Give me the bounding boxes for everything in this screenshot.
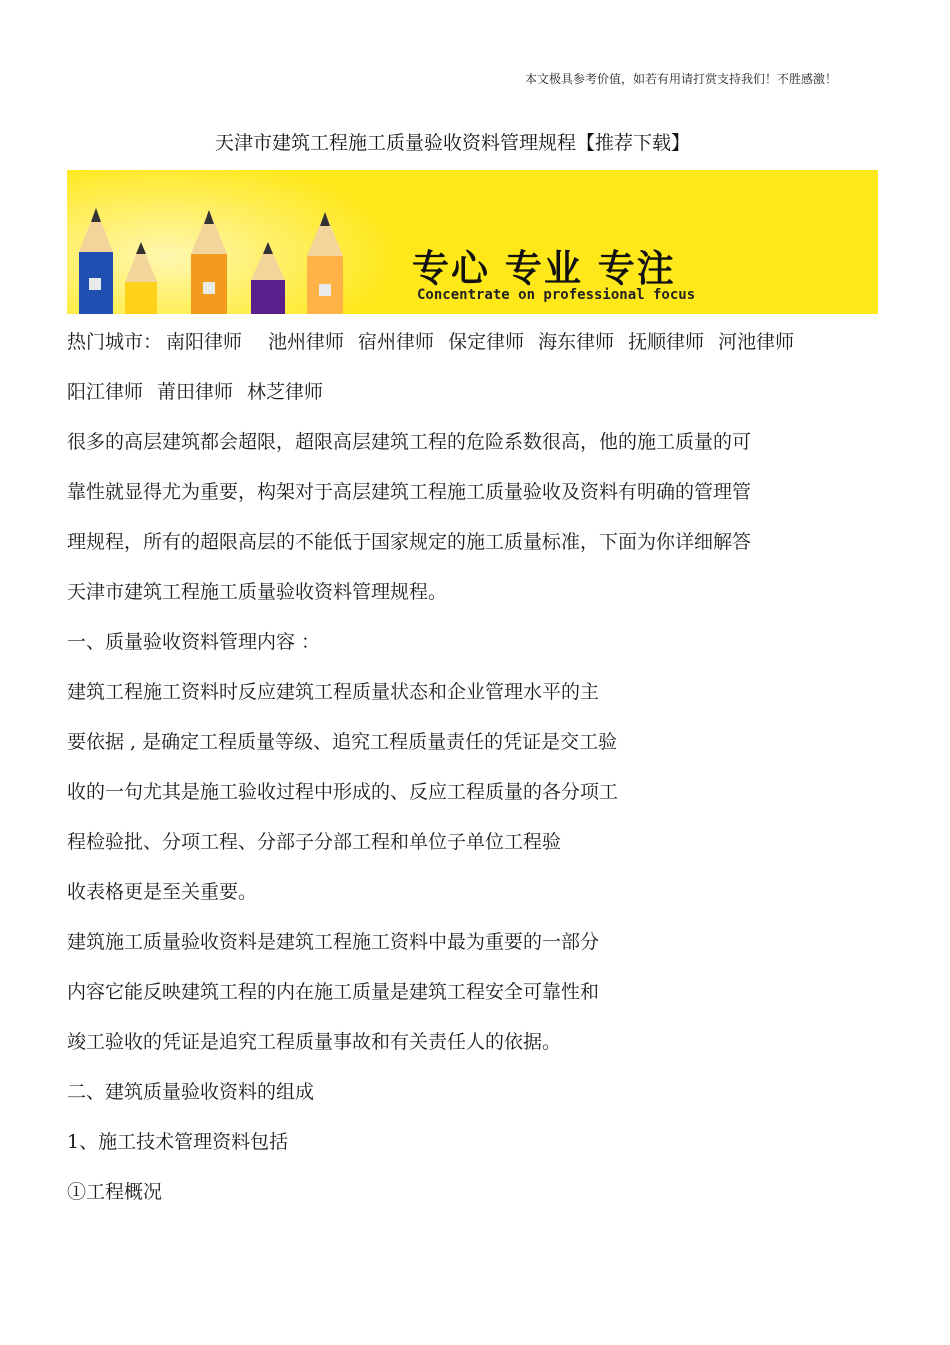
document-body bbox=[67, 322, 887, 1222]
city-link[interactable]: 海东律师 bbox=[538, 331, 615, 353]
paragraph-line: 内容它能反映建筑工程的内在施工质量是建筑工程安全可靠性和 bbox=[67, 981, 600, 1003]
city-link[interactable]: 宿州律师 bbox=[358, 331, 435, 353]
paragraph-line: 理规程，所有的超限高层的不能低于国家规定的施工质量标准，下面为你详细解答 bbox=[67, 531, 752, 553]
paragraph-line: 收的一句尤其是施工验收过程中形成的、反应工程质量的各分项工 bbox=[67, 781, 619, 803]
top-note: 本文极具参考价值，如若有用请打赏支持我们！不胜感激！ bbox=[524, 72, 837, 86]
paragraph-line: 要依据 , 是确定工程质量等级、追究工程质量责任的凭证是交工验 bbox=[67, 731, 618, 753]
section-heading: 一、质量验收资料管理内容 ： bbox=[67, 631, 321, 653]
paragraph-line: 收表格更是至关重要。 bbox=[67, 881, 258, 903]
city-link[interactable]: 池州律师 bbox=[268, 331, 345, 353]
document-title: 天津市建筑工程施工质量验收资料管理规程【推荐下载】 bbox=[214, 132, 690, 154]
subsection-heading: 1、施工技术管理资料包括 bbox=[67, 1131, 289, 1153]
paragraph-line: 竣工验收的凭证是追究工程质量事故和有关责任人的依据。 bbox=[67, 1031, 562, 1053]
city-link[interactable]: 南阳律师 bbox=[166, 331, 243, 353]
hot-cities-row-1 bbox=[67, 322, 887, 372]
city-link[interactable]: 保定律师 bbox=[448, 331, 525, 353]
paragraph-line: 程检验批、分项工程、分部子分部工程和单位子单位工程验 bbox=[67, 831, 562, 853]
section-heading: 二、建筑质量验收资料的组成 bbox=[67, 1081, 315, 1103]
paragraph-line: 靠性就显得尤为重要，构架对于高层建筑工程施工质量验收及资料有明确的管理管 bbox=[67, 481, 752, 503]
list-item: ①工程概况 bbox=[67, 1181, 163, 1203]
paragraph-line: 建筑工程施工资料时反应建筑工程质量状态和企业管理水平的主 bbox=[67, 681, 600, 703]
paragraph-line: 天津市建筑工程施工质量验收资料管理规程。 bbox=[67, 581, 448, 603]
city-link[interactable]: 阳江律师 bbox=[67, 381, 144, 403]
city-link[interactable]: 抚顺律师 bbox=[628, 331, 705, 353]
paragraph-line: 建筑施工质量验收资料是建筑工程施工资料中最为重要的一部分 bbox=[67, 931, 600, 953]
city-link[interactable]: 林芝律师 bbox=[247, 381, 324, 403]
banner-slogan: 专心 专业 专注 bbox=[412, 247, 676, 290]
city-link[interactable]: 莆田律师 bbox=[157, 381, 234, 403]
paragraph-line: 很多的高层建筑都会超限，超限高层建筑工程的危险系数很高，他的施工质量的可 bbox=[67, 431, 752, 453]
banner-image bbox=[67, 170, 878, 314]
banner-slogan-english: Concentrate on professional focus bbox=[417, 287, 696, 303]
hot-cities-row-2 bbox=[67, 372, 887, 422]
hot-cities-label: 热门城市： bbox=[67, 331, 163, 353]
city-link[interactable]: 河池律师 bbox=[718, 331, 795, 353]
